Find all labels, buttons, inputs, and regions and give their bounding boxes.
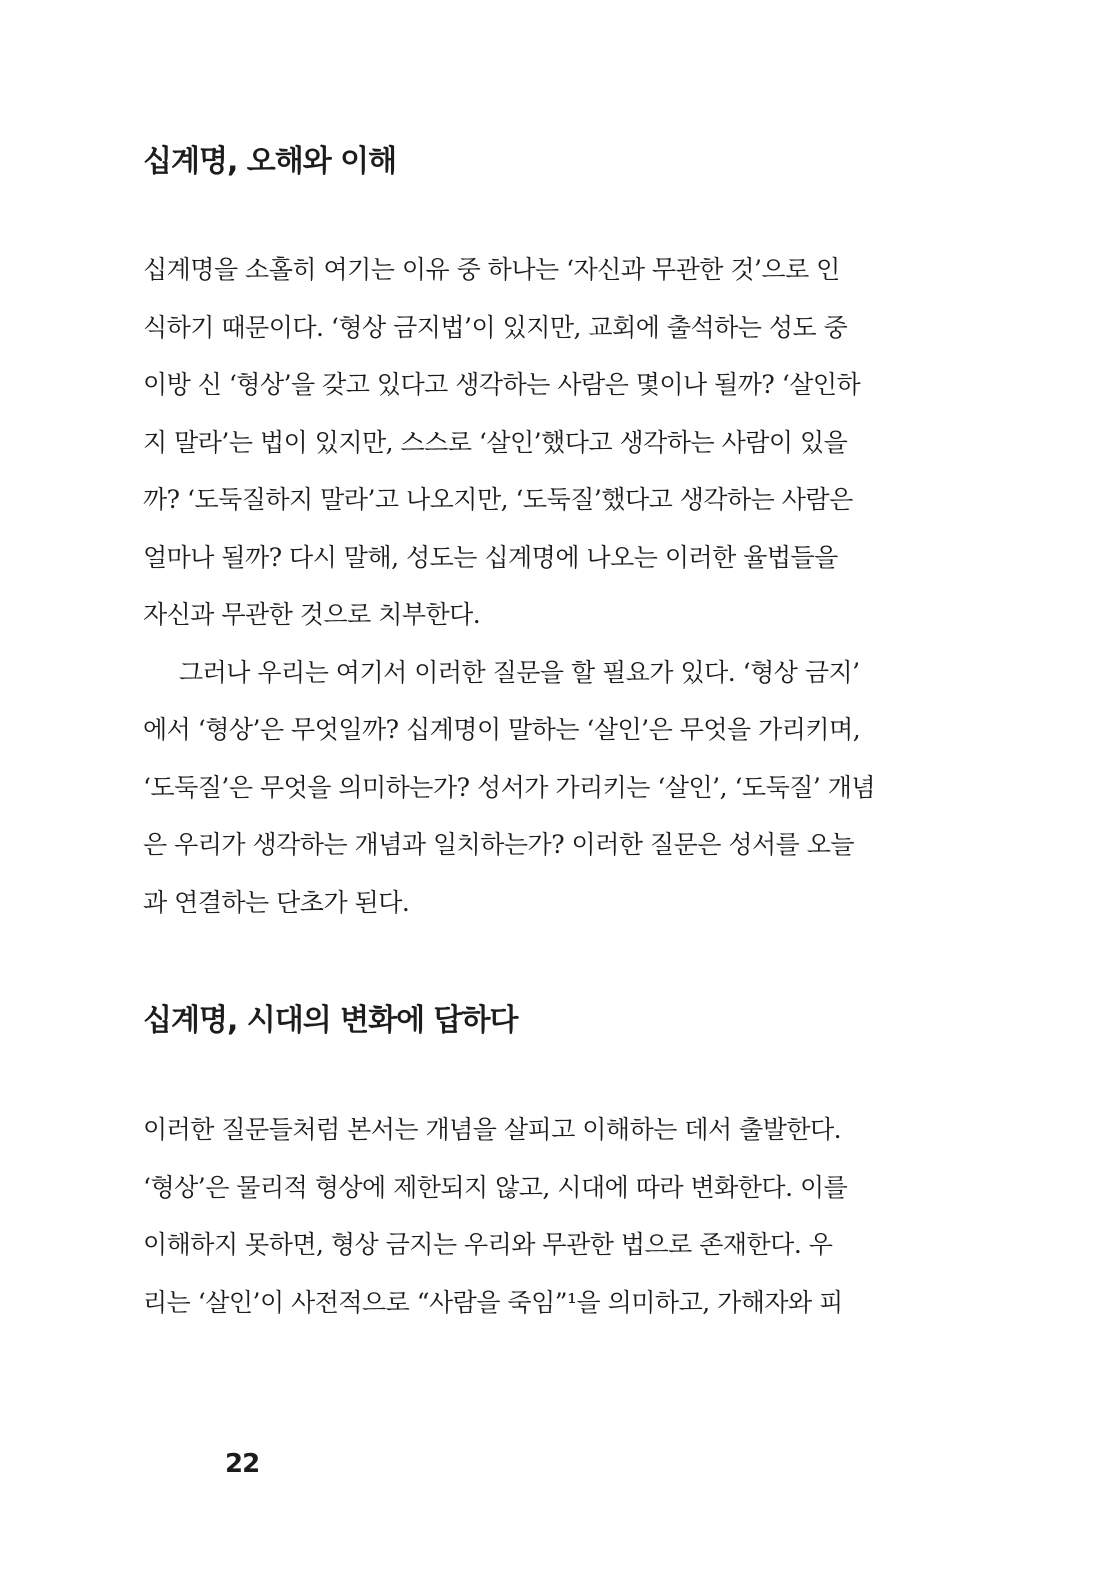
paragraph-line: 얼마나 될까? 다시 말해, 성도는 십계명에 나오는 이러한 율법들을 <box>143 542 838 572</box>
page-number: 22 <box>225 1449 260 1479</box>
paragraph-line: 에서 ‘형상’은 무엇일까? 십계명이 말하는 ‘살인’은 무엇을 가리키며, <box>143 715 861 744</box>
paragraph-line: 이방 신 ‘형상’을 갖고 있다고 생각하는 사람은 몇이나 될까? ‘살인하 <box>143 370 861 399</box>
paragraph-line: 자신과 무관한 것으로 치부한다. <box>143 600 481 629</box>
paragraph-line: 까? ‘도둑질하지 말라’고 나오지만, ‘도둑질’했다고 생각하는 사람은 <box>143 485 853 514</box>
section-heading-misunderstanding: 십계명, 오해와 이해 <box>143 144 397 179</box>
paragraph-line: ‘도둑질’은 무엇을 의미하는가? 성서가 가리키는 ‘살인’, ‘도둑질’ 개념 <box>143 772 876 802</box>
paragraph-line: 지 말라’는 법이 있지만, 스스로 ‘살인’했다고 생각하는 사람이 있을 <box>143 427 848 457</box>
paragraph-line: 리는 ‘살인’이 사전적으로 “사람을 죽임”¹을 의미하고, 가해자와 피 <box>143 1287 843 1317</box>
section-body-change-of-times <box>143 1101 933 1331</box>
paragraph-line: 식하기 때문이다. ‘형상 금지법’이 있지만, 교회에 출석하는 성도 중 <box>143 312 848 342</box>
section-body-misunderstanding <box>143 241 933 931</box>
paragraph-line: 과 연결하는 단초가 된다. <box>143 887 410 917</box>
paragraph-line: 은 우리가 생각하는 개념과 일치하는가? 이러한 질문은 성서를 오늘 <box>143 830 855 859</box>
paragraph-line: ‘형상’은 물리적 형상에 제한되지 않고, 시대에 따라 변화한다. 이를 <box>143 1172 848 1202</box>
paragraph-line-indented: 그러나 우리는 여기서 이러한 질문을 할 필요가 있다. ‘형상 금지’ <box>179 657 860 687</box>
paragraph-line: 이러한 질문들처럼 본서는 개념을 살피고 이해하는 데서 출발한다. <box>143 1115 842 1144</box>
paragraph-line: 십계명을 소홀히 여기는 이유 중 하나는 ‘자신과 무관한 것’으로 인 <box>143 255 840 284</box>
section-heading-change-of-times: 십계명, 시대의 변화에 답하다 <box>143 1003 518 1038</box>
paragraph-line: 이해하지 못하면, 형상 금지는 우리와 무관한 법으로 존재한다. 우 <box>143 1230 833 1259</box>
